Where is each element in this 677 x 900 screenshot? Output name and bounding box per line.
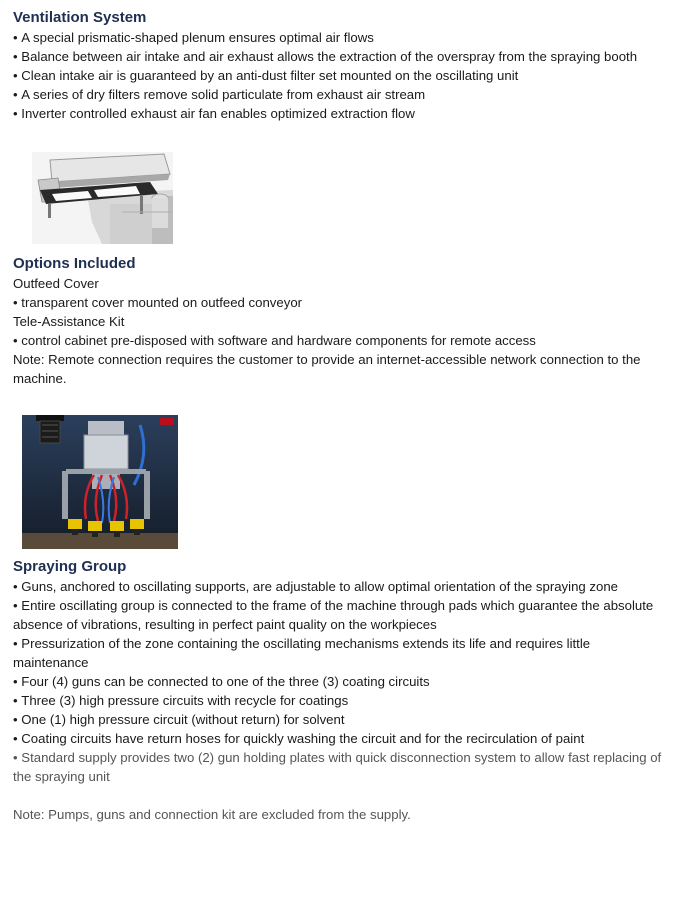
document-page — [13, 8, 663, 824]
spraying-bullet: • Entire oscillating group is connected to the frame of the machine through pads which guarantee the absolute absence of vibrations, resulting in perfect paint quality on the workpieces — [13, 596, 663, 634]
spraying-note: Note: Pumps, guns and connection kit are excluded from the supply. — [13, 807, 411, 822]
ventilation-bullet: • Inverter controlled exhaust air fan enables optimized extraction flow — [13, 104, 663, 123]
ventilation-bullet: • Balance between air intake and air exhaust allows the extraction of the overspray from the spraying booth — [13, 47, 663, 66]
spraying-group-image — [22, 415, 178, 549]
spraying-group-illustration — [22, 415, 178, 549]
ventilation-machine-illustration — [32, 152, 173, 244]
ventilation-bullet: • A special prismatic-shaped plenum ensures optimal air flows — [13, 28, 663, 47]
spraying-bullet: • One (1) high pressure circuit (without return) for solvent — [13, 710, 663, 729]
option-name-tele-assistance: Tele-Assistance Kit — [13, 314, 125, 329]
spraying-bullet: • Guns, anchored to oscillating supports, are adjustable to allow optimal orientation of the spraying zone — [13, 577, 663, 596]
spraying-bullet: • Three (3) high pressure circuits with recycle for coatings — [13, 691, 663, 710]
spraying-bullet: • Pressurization of the zone containing the oscillating mechanisms extends its life and requires little maintenance — [13, 634, 663, 672]
ventilation-title: Ventilation System — [13, 9, 147, 26]
spraying-bullet: • Standard supply provides two (2) gun holding plates with quick disconnection system to allow fast replacing of the spraying unit — [13, 748, 663, 786]
ventilation-bullet: • A series of dry filters remove solid particulate from exhaust air stream — [13, 85, 663, 104]
spraying-bullet: • Coating circuits have return hoses for quickly washing the circuit and for the recirculation of paint — [13, 729, 663, 748]
options-note: Note: Remote connection requires the customer to provide an internet-accessible network connection to the machine. — [13, 352, 641, 386]
ventilation-section — [13, 8, 663, 123]
option-bullet: • transparent cover mounted on outfeed conveyor — [13, 293, 663, 312]
options-title: Options Included — [13, 255, 136, 272]
ventilation-machine-image — [32, 152, 173, 244]
ventilation-bullet: • Clean intake air is guaranteed by an anti-dust filter set mounted on the oscillating unit — [13, 66, 663, 85]
spraying-title: Spraying Group — [13, 558, 127, 575]
options-section — [13, 254, 663, 388]
option-bullet: • control cabinet pre-disposed with software and hardware components for remote access — [13, 331, 663, 350]
spraying-section — [13, 557, 663, 824]
option-name-outfeed-cover: Outfeed Cover — [13, 276, 99, 291]
spraying-bullet: • Four (4) guns can be connected to one of the three (3) coating circuits — [13, 672, 663, 691]
